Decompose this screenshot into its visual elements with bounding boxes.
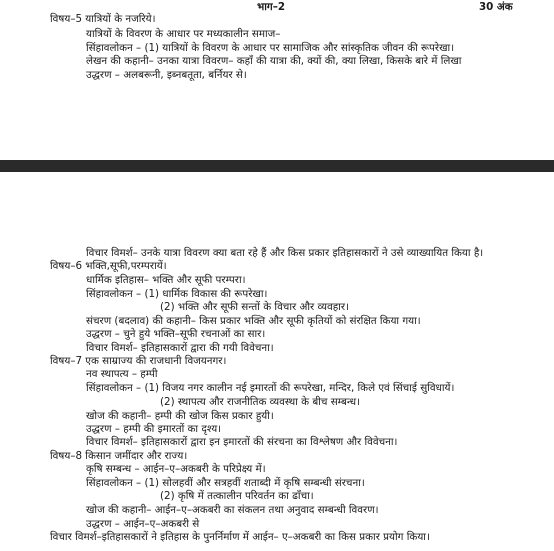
topic-8-subtitle: कृषि सम्बन्ध – आईन–ए–अकबरी के परिप्रेक्ष्य में। (86, 463, 266, 475)
topic-5-heading: विषय–5 यात्रियों के नजरिये। (50, 13, 156, 25)
topic-5-discussion: विचार विमर्श– उनके यात्रा विवरण क्या बता रहे हैं और किस प्रकार इतिहासकारों ने उसे व्याख्यायित किया है। (86, 247, 484, 259)
topic-8-heading: विषय–8 किसान जमींदार और राज्य। (50, 450, 188, 462)
topic-6-subtitle: धार्मिक इतिहास– भक्ति और सूफी परम्परा। (86, 274, 246, 286)
topic-6-overview-1: सिंहावलोकन – (1) धार्मिक विकास की रूपरेखा। (86, 288, 268, 300)
topic-5-subtitle: यात्रियों के विवरण के आधार पर मध्यकालीन समाज– (86, 28, 281, 40)
topic-7-overview-1: सिंहावलोकन – (1) विजय नगर कालीन नई इमारतों की रूपरेखा, मन्दिर, किले एवं सिंचाई सुविधायें। (86, 382, 455, 394)
topic-6-discussion: विचार विमर्श– इतिहासकारों द्वारा की गयी विवेचना। (86, 342, 274, 354)
topic-8-story: खोज की कहानी– आईन–ए–अकबरी का संकलन तथा अनुवाद सम्बन्धी विवरण। (86, 504, 379, 516)
topic-6-heading: विषय–6 भक्ति,सूफी,परम्परायें। (50, 260, 167, 272)
topic-8-overview-2: (2) कृषि में तत्कालीन परिवर्तन का ढाँचा। (160, 490, 314, 502)
topic-7-discussion: विचार विमर्श– इतिहासकारों द्वारा इन इमारतों की संरचना का विश्लेषण और विवेचना। (86, 436, 398, 448)
topic-8-excerpts: उद्धरण – आईन–ए–अकबरी से (86, 518, 200, 530)
topic-8-overview-1: सिंहावलोकन – (1) सोलहवीं और सत्रहवीं शताब्दी में कृषि सम्बन्धी संरचना। (86, 477, 365, 489)
topic-5-story: लेखन की कहानी– उनका यात्रा विवरण– कहाँ की यात्रा की, क्यों की, क्या लिखा, किसके बारे में लिखा (86, 55, 462, 67)
part-heading: भाग–2 (257, 1, 286, 13)
topic-7-excerpts: उद्धरण – हम्पी की इमारतों का दृश्य। (86, 423, 222, 435)
topic-5-excerpts: उद्धरण – अलबरूनी, इब्नबतूता, बर्नियर से। (86, 69, 247, 81)
page-divider (0, 160, 554, 172)
topic-7-heading: विषय–7 एक साम्राज्य की राजधानी विजयनगर। (50, 355, 227, 367)
topic-7-subtitle: नव स्थापत्य – हम्पी (86, 368, 158, 380)
topic-5-overview: सिंहावलोकन – (1) यात्रियों के विवरण के आधार पर सामाजिक और सांस्कृतिक जीवन की रूपरेखा। (86, 42, 455, 54)
topic-8-discussion: विचार विमर्श–इतिहासकारों ने इतिहास के पुनर्निर्माण में आईन– ए–अकबरी का किस प्रकार प्रयोग किया। (50, 531, 430, 543)
topic-7-overview-2: (2) स्थापत्य और राजनीतिक व्यवस्था के बीच सम्बन्ध। (160, 396, 360, 408)
marks-heading: 30 अंक (479, 1, 513, 13)
topic-7-story: खोज की कहानी– हम्पी की खोज किस प्रकार हुयी। (86, 410, 274, 422)
topic-6-excerpts: उद्धरण – चुने हुये भक्ति–सूफी रचनाओं का सार। (86, 328, 266, 340)
topic-6-overview-2: (2) भक्ति और सूफी सन्तों के विचार और व्यवहार। (160, 301, 349, 313)
topic-6-story: संचरण (बदलाव) की कहानी– किस प्रकार भक्ति और सूफी कृतियों को संरक्षित किया गया। (86, 315, 421, 327)
